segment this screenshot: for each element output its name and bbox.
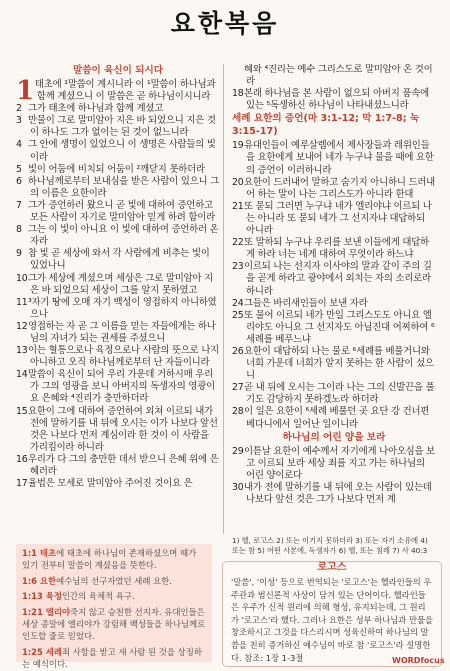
section-heading-lamb-of-god: 하나님의 어린 양을 보라 bbox=[282, 431, 386, 443]
verse-number: 4 bbox=[16, 139, 22, 151]
brand-logo: WORDfocus bbox=[392, 656, 445, 665]
column-divider bbox=[223, 64, 224, 534]
verse-number: 9 bbox=[16, 248, 22, 260]
verse-text: 혜와 ⁴진리는 예수 그리스도로 말미암아 온 것이라 bbox=[244, 64, 433, 88]
left-verse-list bbox=[16, 76, 220, 490]
reference-footnotes: 1) 헬, 로고스 2) 또는 이기지 못하더라 3) 또는 자기 소유에 4) 또는 참 5) 어떤 사본에, 독생자가 6) 헬, 또는 침례 7) 사 40:3 bbox=[232, 536, 428, 555]
verse-text: 그 안에 생명이 있었으니 이 생명은 사람들의 빛이라 bbox=[28, 139, 216, 163]
verse bbox=[16, 103, 220, 115]
verse-number: 7 bbox=[16, 199, 22, 211]
logos-info-box bbox=[222, 561, 442, 667]
verse-text: 이튿날 요한이 예수께서 자기에게 나아오심을 보고 이르되 보라 세상 죄를 지고 가는 하나님의 어린 양이로다 bbox=[244, 445, 436, 481]
right-middle-verses bbox=[232, 140, 436, 430]
study-note bbox=[22, 575, 206, 587]
verse-text: 빛이 어둠에 비치되 어둠이 ²깨닫지 못하더라 bbox=[28, 163, 205, 175]
study-note-text: 에 태초에 하나님이 존재하셨으며 때가 있기 전부터 말씀이 계셨음을 뜻한다. bbox=[22, 548, 197, 571]
verse-number: 18 bbox=[232, 88, 244, 100]
verse-number: 20 bbox=[232, 176, 244, 188]
verse bbox=[232, 177, 436, 201]
verse-text: 태초에 ¹말씀이 계시니라 이 ¹말씀이 하나님과 함께 계셨으니 이 말씀은 곧 하나님이시니라 bbox=[34, 79, 216, 103]
study-note-label: 1:21 엘리야 bbox=[22, 606, 71, 617]
verse bbox=[232, 261, 436, 297]
verse bbox=[16, 164, 220, 176]
verse bbox=[16, 224, 220, 248]
verse-number: 6 bbox=[16, 175, 22, 187]
section-heading-john-testimony: 세례 요한의 증언(마 3:1-12; 막 1:7-8; 눅 3:15-17) bbox=[232, 113, 420, 138]
verse-text: 곧 내 뒤에 오시는 그이라 나는 그의 신발끈을 풀기도 감당하지 못하겠노라 하더라 bbox=[244, 382, 435, 406]
verse bbox=[16, 454, 220, 478]
verse bbox=[232, 237, 436, 261]
verse-text: 이는 혈통으로나 육정으로나 사람의 뜻으로 나지 아니하고 오직 하나님께로부터 난 자들이니라 bbox=[28, 345, 220, 369]
verse-text: 그가 증언하러 왔으니 곧 빛에 대하여 증언하고 모든 사람이 자기로 말미암아 믿게 하려 함이라 bbox=[28, 199, 215, 224]
study-note-text: 죄 사함을 받고 새 사람 된 것을 상징하는 예식이다. bbox=[22, 646, 202, 670]
verse bbox=[16, 248, 220, 272]
verse-number: 12 bbox=[16, 320, 28, 332]
verse-text: 율법은 모세로 말미암아 주어진 것이요 은 bbox=[28, 478, 193, 490]
verse-text: 또 묻되 그러면 누구냐 네가 엘리야냐 이르되 나는 아니라 또 묻되 네가 그 선지자냐 대답하되 아니라 bbox=[244, 200, 432, 237]
verse-number: 24 bbox=[232, 297, 244, 309]
verse bbox=[232, 140, 436, 176]
verse bbox=[16, 369, 220, 405]
right-column bbox=[232, 64, 436, 534]
logos-box-title-wrap bbox=[223, 555, 441, 574]
verse bbox=[16, 273, 220, 297]
verse bbox=[16, 139, 220, 163]
verse bbox=[232, 88, 436, 112]
verse-text: 그가 세상에 계셨으며 세상은 그로 말미암아 지은 바 되었으되 세상이 그를 알지 못하였고 bbox=[28, 272, 213, 296]
verse-number: 10 bbox=[16, 272, 28, 284]
study-note-text: 예수님의 선구자였던 세례 요한. bbox=[56, 575, 172, 586]
verse-text: 내가 전에 말하기를 내 뒤에 오는 사람이 있는데 나보다 앞선 것은 그가 나보다 먼저 계 bbox=[244, 481, 432, 505]
verse-text: 요한이 그에 대하여 증언하여 외쳐 이르되 내가 전에 말하기를 내 뒤에 오시는 이가 나보다 앞선 것은 나보다 먼저 계심이라 한 것이 이 사람을 가리킴이라 하니라 bbox=[28, 405, 218, 453]
verse-number: 26 bbox=[232, 345, 244, 357]
verse-text: 그가 태초에 하나님과 함께 계셨고 bbox=[28, 103, 164, 115]
verse-number: 22 bbox=[232, 237, 244, 249]
verse-number: 8 bbox=[16, 224, 22, 236]
verse-number: 14 bbox=[16, 369, 28, 381]
verse-text: 요한이 드러내어 말하고 숨기지 아니하니 드러내어 하는 말이 나는 그리스도가 아니라 한대 bbox=[244, 176, 436, 200]
verse-number: 29 bbox=[232, 445, 244, 457]
verse bbox=[16, 345, 220, 369]
verse-text: 그들은 바리새인들이 보낸 자라 bbox=[244, 297, 368, 309]
verse bbox=[232, 406, 436, 430]
verse-text: ³자기 땅에 오매 자기 백성이 영접하지 아니하였으나 bbox=[28, 296, 217, 320]
verse-number: 17 bbox=[16, 478, 28, 490]
verse-text: 이 일은 요한이 ⁶세례 베풀던 곳 요단 강 건너편 베다니에서 일어난 일이니라 bbox=[244, 406, 430, 430]
verse-number: 25 bbox=[232, 309, 244, 321]
verse-text: 영접하는 자 곧 그 이름을 믿는 자들에게는 하나님의 자녀가 되는 권세를 주셨으니 bbox=[28, 320, 216, 344]
verse-number: 21 bbox=[232, 200, 244, 212]
verse-text: 요한이 대답하되 나는 물로 ⁶세례를 베풀거니와 너희 가운데 너희가 알지 못하는 한 사람이 섰으니 bbox=[244, 345, 434, 382]
study-note-text: 인간의 육체적 욕구. bbox=[61, 591, 135, 602]
verse bbox=[232, 298, 436, 310]
left-column bbox=[16, 64, 220, 534]
verse-number: 30 bbox=[232, 481, 244, 493]
study-notes-box bbox=[16, 544, 212, 670]
verse-text: 또 물어 이르되 네가 만일 그리스도도 아니요 엘리야도 아니요 그 선지자도 아닐진대 어찌하여 ⁶세례를 베푸느냐 bbox=[244, 309, 435, 345]
verse-text: 만물이 그로 말미암아 지은 바 되었으니 지은 것이 하나도 그가 없이는 된 것이 없느니라 bbox=[28, 115, 216, 139]
right-top-verses bbox=[232, 64, 436, 112]
logos-box-title: 로고스 bbox=[310, 562, 355, 573]
verse-number: 16 bbox=[16, 453, 28, 465]
book-title: 요한복음 bbox=[170, 9, 280, 38]
verse-number: 23 bbox=[232, 261, 244, 273]
verse-text: 참 빛 곧 세상에 와서 각 사람에게 비추는 빛이 있었나니 bbox=[28, 248, 210, 272]
logos-box-body: '말씀', '이성' 등으로 번역되는 '로고스'는 헬라인들의 우주관과 범신론적 사상이 담겨 있는 단어이다. 헬라인들은 우주가 신적 원리에 의해 형성, 유지되는데, 그 원리가 '로고스'라 했다. 그러나 요한은 성부 하나님과 만물을 창조하시고 그것을 다스리시며 성육신하여 하나님의 말씀을 친히 증거하신 예수님이 바로 참 '로고스'라 설명한다. 참조: 1장 1-3절 bbox=[231, 577, 433, 663]
verse bbox=[232, 482, 436, 506]
verse bbox=[232, 382, 436, 406]
verse-text: 하나님께로부터 보내심을 받은 사람이 있으니 그의 이름은 요한이라 bbox=[28, 175, 220, 199]
right-bottom-verses bbox=[232, 446, 436, 506]
verse-text: 우리가 다 그의 충만한 데서 받으니 은혜 위에 은혜러라 bbox=[28, 453, 219, 477]
verse-number: 5 bbox=[16, 163, 22, 175]
verse-number: 11 bbox=[16, 296, 28, 308]
study-note bbox=[22, 646, 206, 671]
verse bbox=[232, 64, 436, 88]
verse-number: 2 bbox=[16, 103, 22, 115]
study-notes-list bbox=[16, 547, 212, 671]
verse bbox=[16, 406, 220, 454]
verse bbox=[16, 76, 220, 106]
verse-text: 또 말하되 누구냐 우리를 보낸 이들에게 대답하게 하라 너는 네게 대하여 무엇이라 하느냐 bbox=[244, 237, 429, 261]
verse bbox=[16, 321, 220, 345]
study-note-text: 죽지 않고 승천한 선지자. 유대인들은 세상 종말에 엘리야가 강림해 백성들을 하나님께로 인도할 줄로 믿었다. bbox=[22, 606, 206, 642]
verse-text: 유대인들이 예루살렘에서 제사장들과 레위인들을 요한에게 보내어 네가 누구냐 물을 때에 요한의 증언이 이러하니라 bbox=[244, 140, 434, 176]
study-note bbox=[22, 606, 206, 643]
study-note-label: 1:25 세례 bbox=[22, 646, 62, 657]
verse bbox=[16, 115, 220, 139]
chapter-number: 1 bbox=[16, 76, 34, 106]
verse-number: 27 bbox=[232, 382, 244, 394]
verse-number: 3 bbox=[16, 115, 22, 127]
verse bbox=[232, 346, 436, 382]
study-note bbox=[22, 590, 206, 602]
verse-number: 28 bbox=[232, 406, 244, 418]
verse bbox=[232, 446, 436, 482]
verse-text: 이르되 나는 선지자 이사야의 말과 같이 주의 길을 곧게 하라고 광야에서 외치는 자의 소리로라 하니라 bbox=[244, 261, 432, 297]
verse bbox=[16, 176, 220, 200]
verse-text: 말씀이 육신이 되어 우리 가운데 거하시매 우리가 그의 영광을 보니 아버지의 독생자의 영광이요 은혜와 ⁴진리가 충만하더라 bbox=[28, 369, 215, 405]
study-note-label: 1:6 요한 bbox=[22, 575, 57, 586]
verse-number: 19 bbox=[232, 140, 244, 152]
verse bbox=[16, 478, 220, 490]
section-heading-word-became-flesh: 말씀이 육신이 되시다 bbox=[72, 65, 164, 76]
verse-text: 본래 하나님을 본 사람이 없으되 아버지 품속에 있는 ⁵독생하신 하나님이 나타내셨느니라 bbox=[244, 88, 429, 112]
verse bbox=[232, 201, 436, 237]
study-note bbox=[22, 547, 206, 572]
verse-number: 13 bbox=[16, 345, 28, 357]
verse bbox=[232, 310, 436, 346]
verse-number: 15 bbox=[16, 405, 28, 417]
verse bbox=[16, 297, 220, 321]
verse-text: 그는 이 빛이 아니요 이 빛에 대하여 증언하러 온 자라 bbox=[28, 224, 219, 248]
verse bbox=[16, 200, 220, 224]
study-note-label: 1:13 육정 bbox=[22, 591, 62, 602]
study-note-label: 1:1 태초 bbox=[22, 548, 57, 558]
